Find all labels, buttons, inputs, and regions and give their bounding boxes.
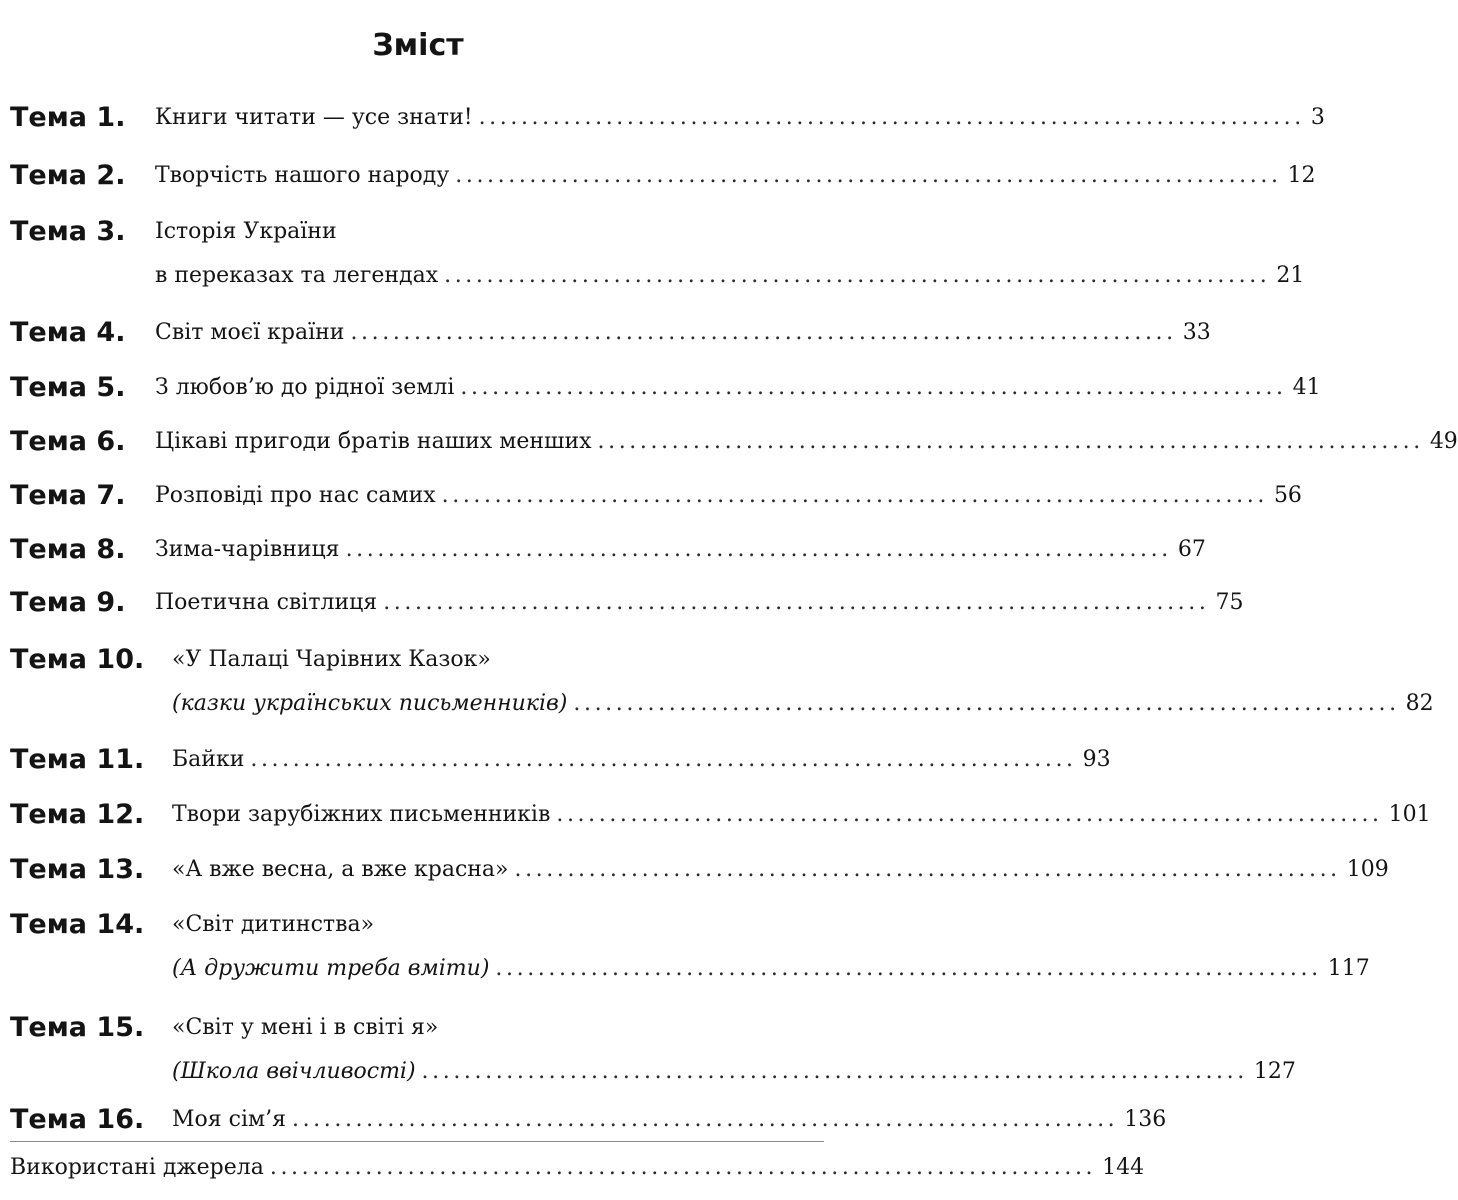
entry-title: «У Палаці Чарівних Казок» xyxy=(172,647,491,672)
page-number: 12 xyxy=(1287,163,1316,188)
entry-subtitle: (А дружити треба вміти) xyxy=(172,956,490,981)
leader-dots: .............................................................................. xyxy=(573,691,1400,716)
page-number: 41 xyxy=(1292,375,1321,400)
toc-line xyxy=(155,583,1244,623)
topic-label: Тема 2. xyxy=(10,160,126,191)
topic-label: Тема 13. xyxy=(10,854,145,885)
toc-line xyxy=(155,368,1321,408)
leader-dots: .............................................................................. xyxy=(350,320,1177,345)
page-number: 21 xyxy=(1276,263,1305,288)
entry-title: Творчість нашого народу xyxy=(155,163,450,188)
leader-dots: .............................................................................. xyxy=(455,163,1282,188)
page-title: Зміст xyxy=(372,28,464,63)
topic-label: Тема 8. xyxy=(10,534,126,565)
page-number: 49 xyxy=(1429,429,1458,454)
toc-line xyxy=(172,795,1431,835)
toc-line xyxy=(172,1052,1296,1092)
leader-dots: .............................................................................. xyxy=(495,956,1322,981)
page-number: 109 xyxy=(1346,857,1389,882)
topic-label: Тема 5. xyxy=(10,372,126,403)
toc-line xyxy=(155,313,1211,353)
topic-label: Тема 10. xyxy=(10,644,145,675)
page-number: 117 xyxy=(1327,956,1370,981)
page-number: 136 xyxy=(1124,1107,1167,1132)
leader-dots: .............................................................................. xyxy=(478,105,1305,130)
toc-line xyxy=(10,1148,1145,1188)
topic-label: Тема 9. xyxy=(10,587,126,618)
entry-title: Моя сім’я xyxy=(172,1107,286,1132)
entry-title: Зима-чарівниця xyxy=(155,537,340,562)
page-number: 82 xyxy=(1405,691,1434,716)
entry-title: Поетична світлиця xyxy=(155,590,378,615)
toc-line xyxy=(155,98,1325,138)
leader-dots: .............................................................................. xyxy=(421,1059,1248,1084)
page-number: 127 xyxy=(1253,1059,1296,1084)
toc-line xyxy=(172,1100,1167,1140)
toc-line xyxy=(155,256,1305,296)
page-number: 56 xyxy=(1273,483,1302,508)
leader-dots: .............................................................................. xyxy=(556,802,1383,827)
toc-line xyxy=(172,684,1434,724)
leader-dots: .............................................................................. xyxy=(460,375,1287,400)
entry-title: Світ моєї країни xyxy=(155,320,345,345)
entry-title: «Світ у мені і в світі я» xyxy=(172,1015,439,1040)
toc-line xyxy=(155,476,1302,516)
entry-title: Книги читати — усе знати! xyxy=(155,105,473,130)
entry-title: З любов’ю до рідної землі xyxy=(155,375,455,400)
page-number: 3 xyxy=(1310,105,1325,130)
leader-dots: .............................................................................. xyxy=(597,429,1424,454)
page-number: 144 xyxy=(1102,1155,1145,1180)
toc-line xyxy=(172,850,1389,890)
toc-line xyxy=(172,740,1111,780)
toc-line xyxy=(155,212,824,252)
topic-label: Тема 7. xyxy=(10,480,126,511)
leader-dots: .............................................................................. xyxy=(441,483,1268,508)
entry-subtitle: (Школа ввічливості) xyxy=(172,1059,416,1084)
toc-line xyxy=(172,905,824,945)
toc-line xyxy=(155,530,1206,570)
topic-label: Тема 11. xyxy=(10,744,145,775)
leader-dots: .............................................................................. xyxy=(345,537,1172,562)
toc-line xyxy=(155,156,1316,196)
topic-label: Тема 14. xyxy=(10,909,145,940)
topic-label: Тема 6. xyxy=(10,426,126,457)
entry-title: «А вже весна, а вже красна» xyxy=(172,857,509,882)
topic-label: Тема 4. xyxy=(10,317,126,348)
entry-title: Цікаві пригоди братів наших менших xyxy=(155,429,592,454)
leader-dots: .............................................................................. xyxy=(444,263,1271,288)
entry-title-cont: в переказах та легендах xyxy=(155,263,439,288)
topic-label: Тема 1. xyxy=(10,102,126,133)
entry-title: Твори зарубіжних письменників xyxy=(172,802,551,827)
topic-label: Тема 3. xyxy=(10,216,126,247)
divider-line xyxy=(10,1141,824,1142)
leader-dots: .............................................................................. xyxy=(514,857,1341,882)
toc-line xyxy=(155,422,1458,462)
entry-title: Розповіді про нас самих xyxy=(155,483,436,508)
page-number: 67 xyxy=(1177,537,1206,562)
leader-dots: .............................................................................. xyxy=(383,590,1210,615)
topic-label: Тема 12. xyxy=(10,799,145,830)
toc-line xyxy=(172,949,1370,989)
page-number: 93 xyxy=(1082,747,1111,772)
leader-dots: .............................................................................. xyxy=(269,1155,1097,1180)
entry-title: Байки xyxy=(172,747,245,772)
leader-dots: .............................................................................. xyxy=(250,747,1077,772)
topic-label: Тема 16. xyxy=(10,1104,145,1135)
leader-dots: .............................................................................. xyxy=(292,1107,1119,1132)
entry-title: Використані джерела xyxy=(10,1155,264,1180)
toc-line xyxy=(172,1008,824,1048)
entry-title: Історія України xyxy=(155,219,337,244)
page-number: 75 xyxy=(1215,590,1244,615)
topic-label: Тема 15. xyxy=(10,1012,145,1043)
page-number: 33 xyxy=(1182,320,1211,345)
entry-title: «Світ дитинства» xyxy=(172,912,375,937)
page-number: 101 xyxy=(1388,802,1431,827)
entry-subtitle: (казки українських письменників) xyxy=(172,691,568,716)
toc-line xyxy=(172,640,824,680)
